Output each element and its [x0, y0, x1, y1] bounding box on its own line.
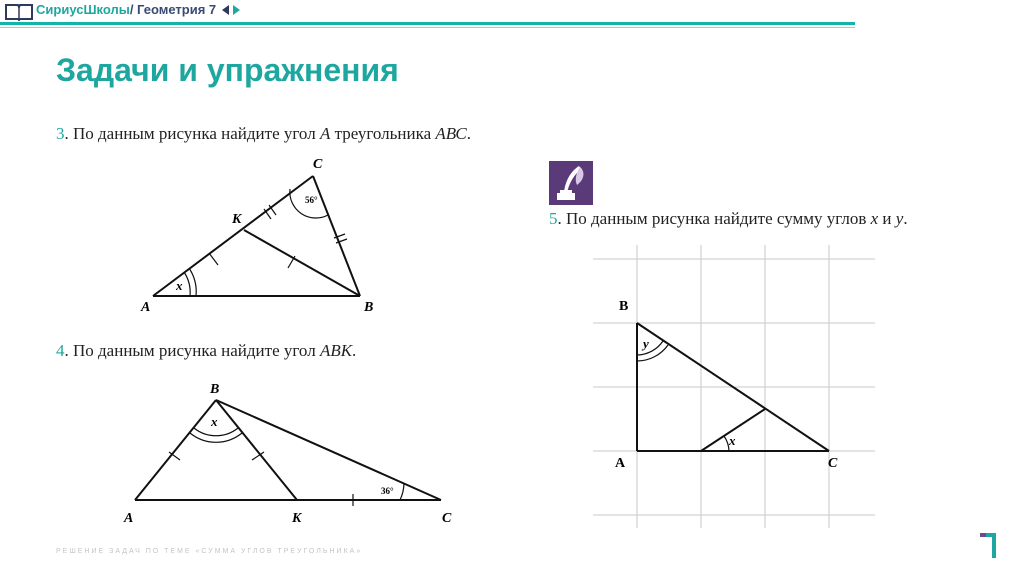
fig3-label-k: K — [232, 212, 242, 227]
fig4-label-b: B — [210, 382, 220, 397]
fig3-label-a: A — [141, 300, 151, 315]
header-rule — [0, 22, 855, 25]
task-4-text — [56, 341, 356, 361]
brand-main: СириусШколы — [36, 2, 130, 17]
quill-inkwell-icon — [549, 161, 593, 205]
task-3-text-c: . — [466, 124, 471, 143]
fig3-angle-x: x — [176, 278, 183, 293]
page-title: Задачи и упражнения — [56, 52, 399, 88]
task-3-text — [56, 124, 471, 144]
figure-5 — [590, 245, 880, 530]
task-4-var-abk: АВК — [319, 341, 352, 360]
brand — [36, 2, 216, 17]
fig4-angle-x: x — [211, 414, 218, 429]
task-5-var-y: y — [895, 209, 904, 228]
task-3-number: 3 — [56, 124, 65, 143]
book-icon — [5, 3, 33, 21]
fig5-label-b: B — [619, 299, 629, 314]
figure-3 — [130, 150, 390, 320]
fig5-angle-x: x — [729, 433, 736, 448]
brand-suffix: / Геометрия 7 — [129, 2, 217, 17]
fig5-angle-y: y — [643, 336, 649, 351]
fig3-angle-c: 56° — [305, 195, 318, 205]
task-3-var-abc: АВС — [435, 124, 467, 143]
fig4-label-k: K — [292, 511, 302, 526]
task-4-text-a: . По данным рисунка найдите угол — [64, 341, 320, 360]
task-4-number: 4 — [56, 341, 65, 360]
footer-caption: РЕШЕНИЕ ЗАДАЧ ПО ТЕМЕ «СУММА УГЛОВ ТРЕУГОЛЬНИКА» — [56, 548, 363, 555]
task-5-text-c: . — [903, 209, 908, 228]
task-4-text-b: . — [352, 341, 357, 360]
fig5-label-a: A — [615, 456, 626, 471]
fig3-label-c: C — [313, 157, 323, 172]
fig4-angle-c: 36° — [381, 486, 394, 496]
fig4-label-a: A — [124, 511, 134, 526]
task-5-text — [549, 209, 908, 229]
header-rule-thin — [0, 27, 855, 28]
task-3-text-b: треугольника — [330, 124, 436, 143]
task-5-text-b: и — [878, 209, 896, 228]
task-3-text-a: . По данным рисунка найдите угол — [64, 124, 320, 143]
figure-4 — [120, 375, 460, 530]
fig4-label-c: C — [442, 511, 452, 526]
fig5-label-c: C — [828, 456, 838, 471]
task-5-var-x: x — [870, 209, 879, 228]
task-3-var-a: А — [319, 124, 331, 143]
fig3-label-b: B — [364, 300, 374, 315]
nav-arrows-icon — [222, 4, 240, 16]
task-5-number: 5 — [549, 209, 558, 228]
corner-bracket-icon — [978, 532, 998, 560]
task-5-text-a: . По данным рисунка найдите сумму углов — [557, 209, 871, 228]
